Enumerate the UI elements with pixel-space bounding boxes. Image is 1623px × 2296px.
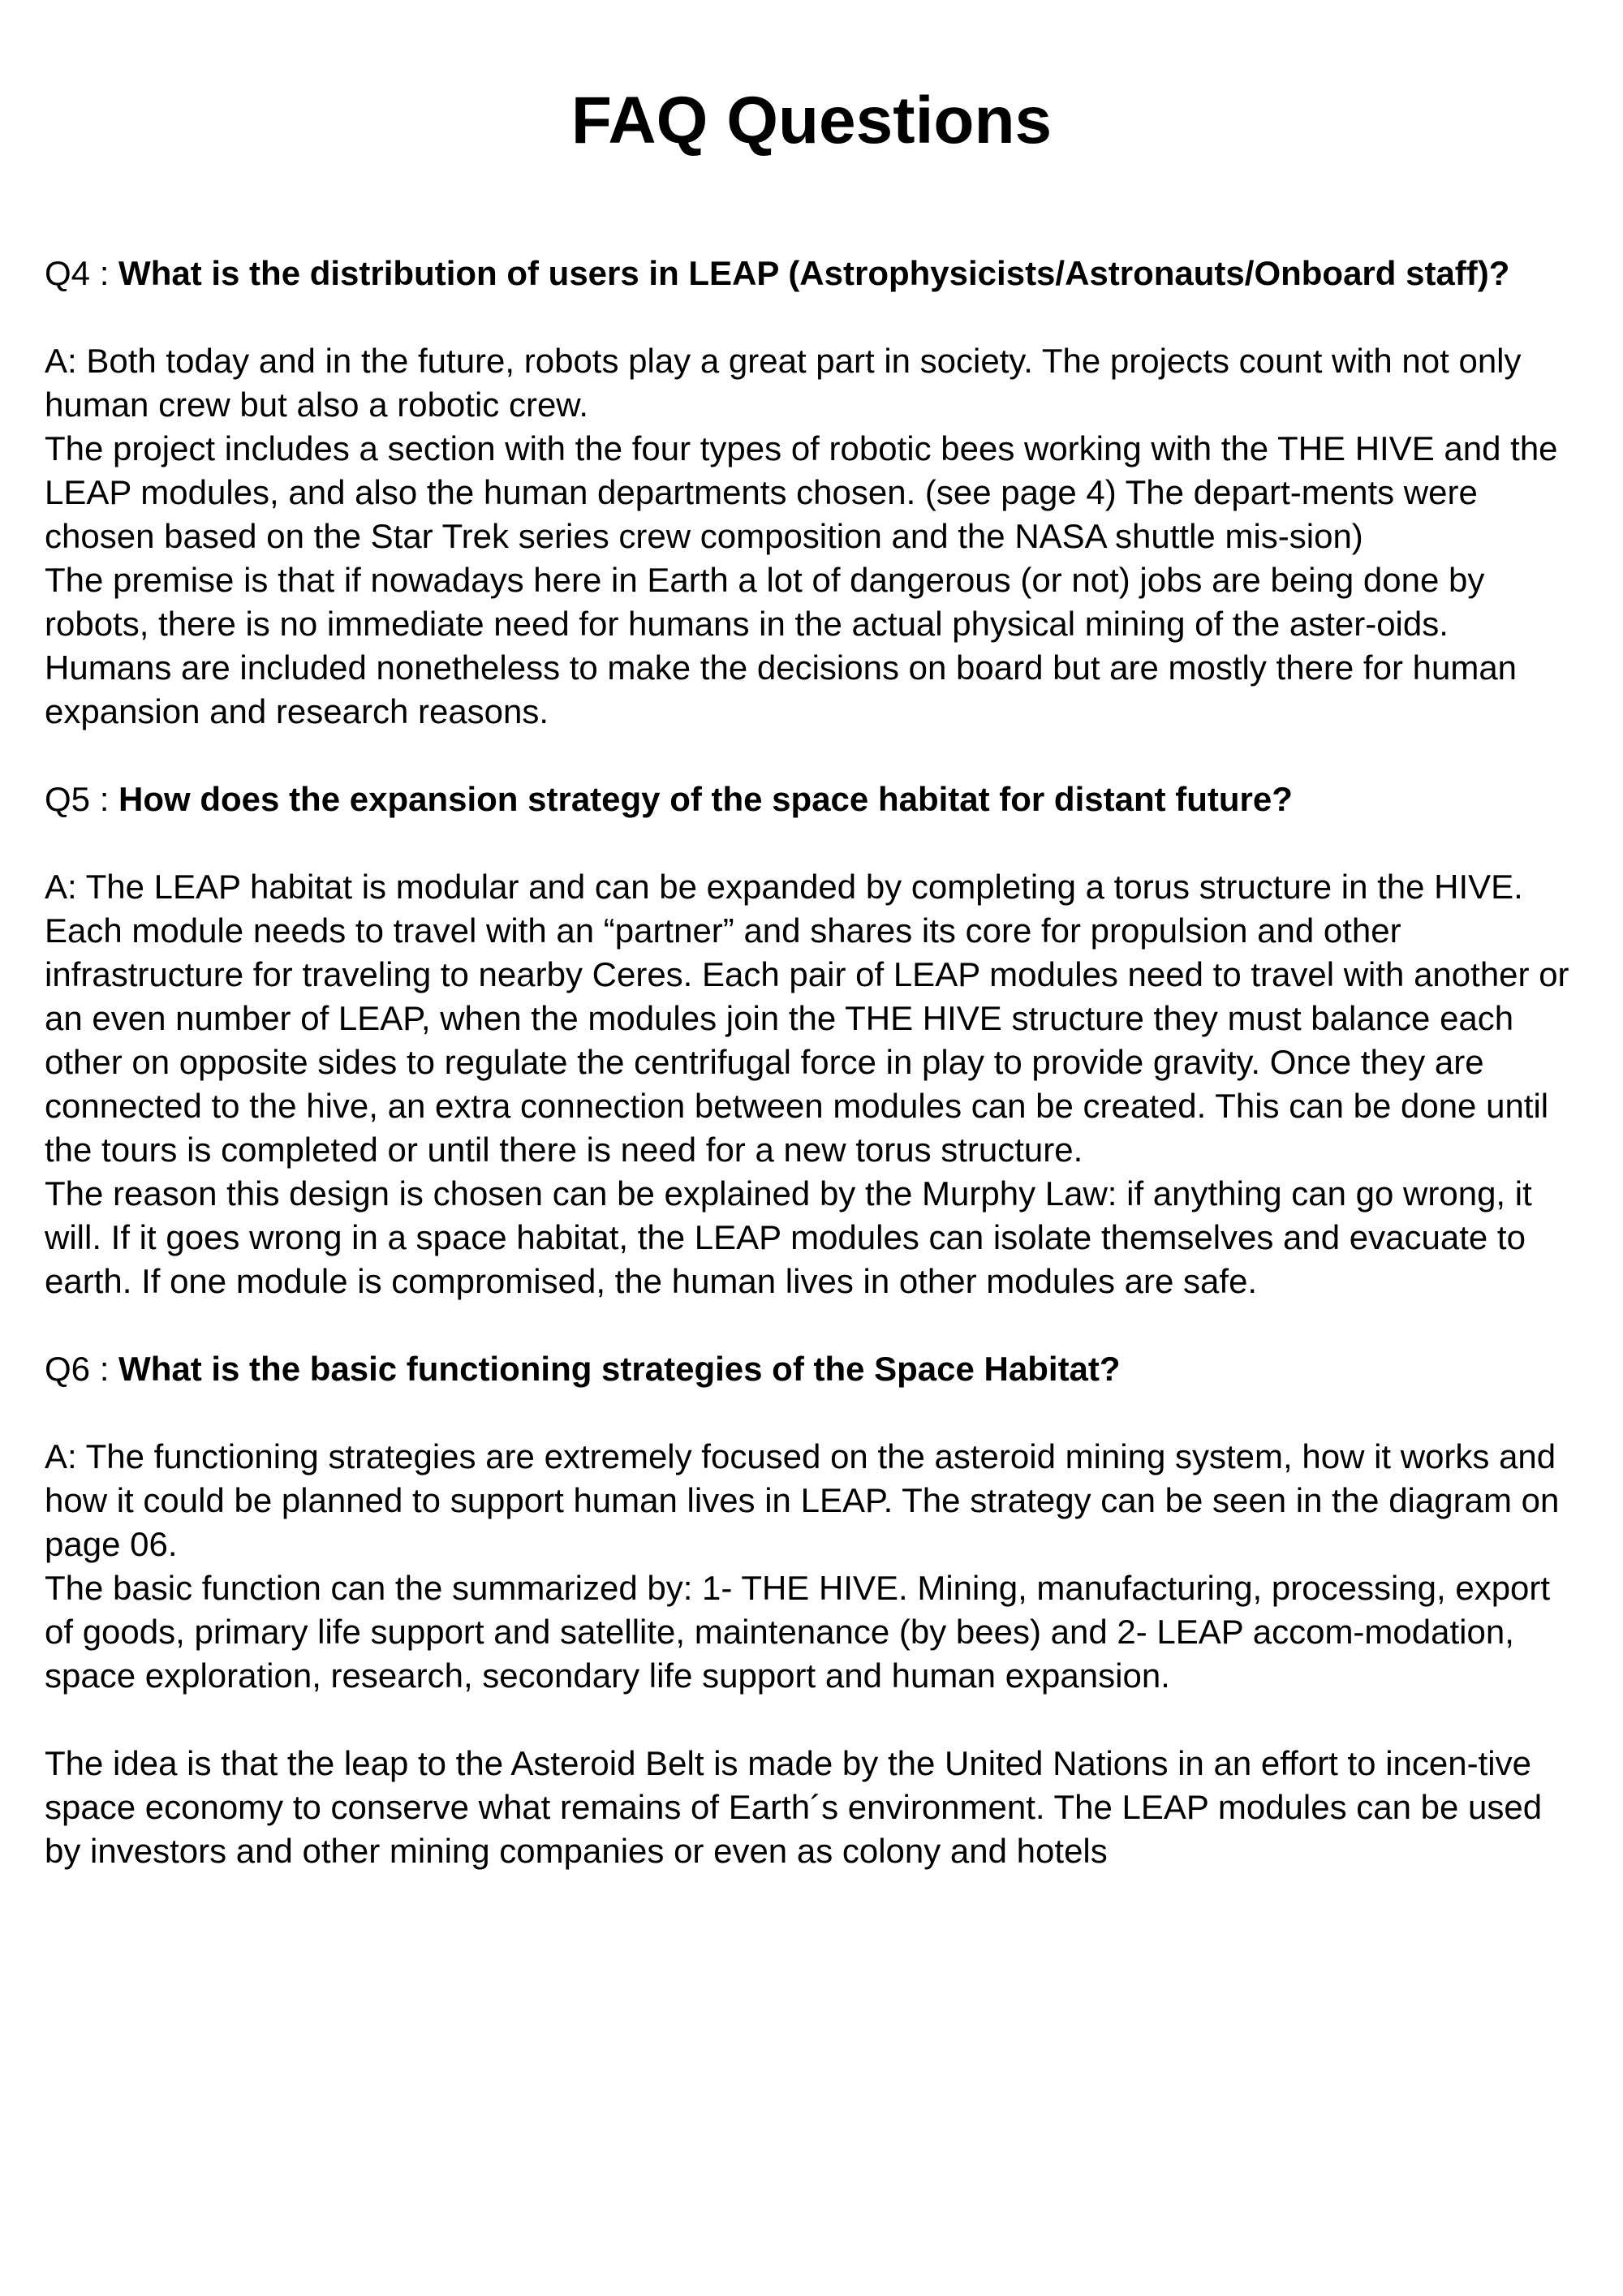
question-label: Q5 : bbox=[45, 780, 119, 819]
faq-list bbox=[45, 252, 1578, 1873]
answer-paragraph bbox=[45, 1435, 1578, 1566]
faq-item-q6 bbox=[45, 1347, 1578, 1873]
answer-paragraph: The idea is that the leap to the Asteroid Belt is made by the United Nations in an effort to incen-tive space economy to conserve what remains of Earth´s environment. The LEAP modules can be used by investors and other mining companies or even as colony and hotels bbox=[45, 1744, 1543, 1871]
answer-text: The LEAP habitat is modular and can be expanded by completing a torus structure in the HIVE. Each module needs to travel with an “partner” and shares its core for propulsion and other infrastructure for traveling to nearby Ceres. Each pair of LEAP modules need to travel with another or an even number of LEAP, when the modules join the THE HIVE structure they must balance each other on opposite sides to regulate the centrifugal force in play to provide gravity. Once they are connected to the hive, an extra connection between modules can be created. This can be done until the tours is completed or until there is need for a new torus structure. bbox=[45, 868, 1569, 1170]
question-q5 bbox=[45, 778, 1578, 821]
answer-paragraph: The reason this design is chosen can be explained by the Murphy Law: if anything can go wrong, it will. If it goes wrong in a space habitat, the LEAP modules can isolate themselves and evacuate to earth. If one module is compromised, the human lives in other modules are safe. bbox=[45, 1174, 1532, 1301]
page-title: FAQ Questions bbox=[570, 84, 1053, 157]
answer-label: A: bbox=[45, 1437, 86, 1476]
answer-label: A: bbox=[45, 868, 86, 907]
answer-q6 bbox=[45, 1435, 1578, 1873]
faq-item-q5 bbox=[45, 778, 1578, 1303]
answer-q5 bbox=[45, 865, 1578, 1303]
answer-paragraph bbox=[45, 339, 1578, 427]
answer-text: The functioning strategies are extremely focused on the asteroid mining system, how it works and how it could be planned to support human lives in LEAP. The strategy can be seen in the diagram on page 06. bbox=[45, 1437, 1560, 1564]
answer-text: Both today and in the future, robots play a great part in society. The projects count with not only human crew but also a robotic crew. bbox=[45, 342, 1522, 424]
question-text: What is the distribution of users in LEAP (Astrophysicists/Astronauts/Onboard staff)? bbox=[118, 254, 1510, 293]
question-text: How does the expansion strategy of the space habitat for distant future? bbox=[118, 780, 1293, 819]
question-q4 bbox=[45, 252, 1578, 295]
question-text: What is the basic functioning strategies of the Space Habitat? bbox=[118, 1350, 1121, 1389]
answer-paragraph bbox=[45, 865, 1578, 1172]
answer-q4 bbox=[45, 339, 1578, 734]
question-label: Q4 : bbox=[45, 254, 119, 293]
answer-paragraph: The project includes a section with the four types of robotic bees working with the THE HIVE and the LEAP modules, and also the human departments chosen. (see page 4) The depart-ments were chosen based on the Star Trek series crew composition and the NASA shuttle mis-sion) bbox=[45, 429, 1558, 556]
faq-item-q4 bbox=[45, 252, 1578, 734]
answer-label: A: bbox=[45, 342, 87, 381]
answer-paragraph: The premise is that if nowadays here in Earth a lot of dangerous (or not) jobs are being done by robots, there is no immediate need for humans in the actual physical mining of the aster-oids. Humans are included nonetheless to make the decisions on board but are mostly there for human expansion and research reasons. bbox=[45, 561, 1518, 731]
answer-paragraph: The basic function can the summarized by: 1- THE HIVE. Mining, manufacturing, processing, export of goods, primary life support and satellite, maintenance (by bees) and 2- LEAP accom-modation, space exploration, research, secondary life support and human expansion. bbox=[45, 1569, 1551, 1695]
question-q6 bbox=[45, 1347, 1578, 1391]
question-label: Q6 : bbox=[45, 1350, 119, 1389]
